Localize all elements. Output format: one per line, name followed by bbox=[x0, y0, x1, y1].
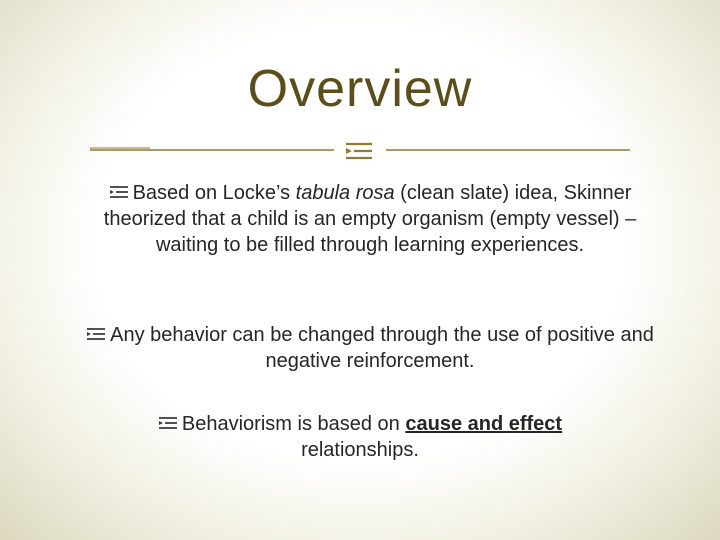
bullet-reinforcement bbox=[80, 322, 660, 374]
bullet-reinforcement-text: Any behavior can be changed through the use of positive and negative reinforcement. bbox=[110, 324, 654, 372]
bullet-icon bbox=[86, 327, 106, 341]
bullet-icon bbox=[158, 416, 178, 430]
bullet-behaviorism-pre: Behaviorism is based on bbox=[181, 413, 406, 435]
bullet-locke-pre: Based on Locke’s bbox=[132, 182, 296, 204]
bullet-locke-emphasis: tabula rosa bbox=[295, 182, 395, 204]
title-divider bbox=[90, 138, 630, 162]
bullet-locke-post: (clean slate) idea, Skinner theorized that a child is an empty organism (empty vessel) – waiting to be filled through learning experiences. bbox=[103, 182, 637, 256]
bullet-icon bbox=[109, 185, 129, 199]
bullet-behaviorism-strong: cause and effect bbox=[405, 413, 563, 435]
slide-title: Overview bbox=[247, 60, 473, 118]
bullet-behaviorism bbox=[100, 411, 620, 463]
divider-ornament-icon bbox=[346, 144, 372, 158]
bullet-locke bbox=[80, 180, 660, 258]
bullet-behaviorism-post: relationships. bbox=[301, 439, 419, 461]
